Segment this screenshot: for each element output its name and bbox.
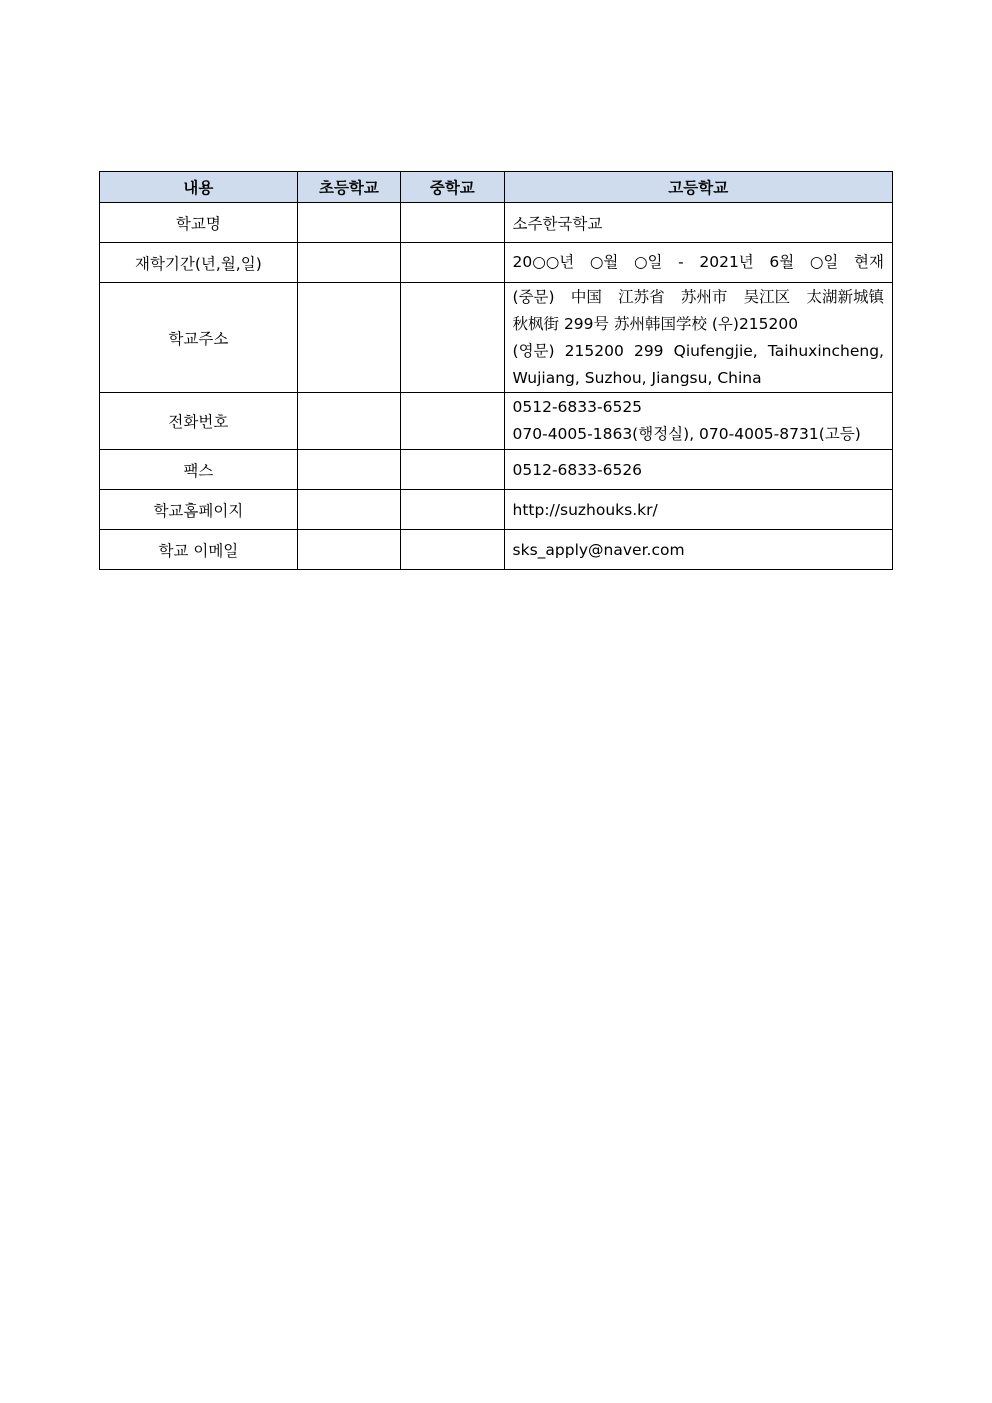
address-part: (중문) xyxy=(512,287,555,306)
school-name-label: 학교명 xyxy=(100,203,298,243)
address-part: 215200 xyxy=(564,341,624,360)
email-value: sks_apply@naver.com xyxy=(504,530,892,570)
address-cn-line2: 秋枫街 299号 苏州韩国学校 (우)215200 xyxy=(512,314,799,333)
school-name-middle-cell xyxy=(401,203,504,243)
address-part: 吴江区 xyxy=(743,287,791,306)
school-name-value: 소주한국학교 xyxy=(504,203,892,243)
school-name-elementary-cell xyxy=(297,203,400,243)
homepage-elementary-cell xyxy=(297,490,400,530)
period-elementary-cell xyxy=(297,243,400,283)
period-part: ○일 xyxy=(634,253,663,271)
row-email xyxy=(100,530,893,570)
period-part: ○일 xyxy=(809,253,839,271)
row-address xyxy=(100,283,893,393)
period-value xyxy=(504,243,892,283)
fax-value: 0512-6833-6526 xyxy=(504,450,892,490)
period-part: 20○○년 xyxy=(512,253,575,271)
header-row xyxy=(100,172,893,203)
homepage-label: 학교홈페이지 xyxy=(100,490,298,530)
fax-elementary-cell xyxy=(297,450,400,490)
address-label: 학교주소 xyxy=(100,283,298,393)
phone-line1: 0512-6833-6525 xyxy=(512,398,643,416)
address-elementary-cell xyxy=(297,283,400,393)
email-middle-cell xyxy=(401,530,504,570)
address-part: 江苏省 xyxy=(618,287,665,306)
row-homepage xyxy=(100,490,893,530)
fax-middle-cell xyxy=(401,450,504,490)
header-elementary: 초등학교 xyxy=(297,172,400,203)
phone-elementary-cell xyxy=(297,393,400,450)
header-middle: 중학교 xyxy=(401,172,504,203)
period-line xyxy=(513,249,884,276)
homepage-value: http://suzhouks.kr/ xyxy=(504,490,892,530)
phone-label: 전화번호 xyxy=(100,393,298,450)
phone-line2: 070-4005-1863(행정실), 070-4005-8731(고등) xyxy=(512,425,861,443)
address-part: (영문) xyxy=(512,341,555,360)
row-period xyxy=(100,243,893,283)
period-part: - xyxy=(678,253,684,271)
phone-value xyxy=(504,393,892,450)
phone-middle-cell xyxy=(401,393,504,450)
address-en-line1 xyxy=(513,338,884,365)
header-content: 내용 xyxy=(100,172,298,203)
address-middle-cell xyxy=(401,283,504,393)
period-part: ○월 xyxy=(589,253,619,271)
address-en-line2: Wujiang, Suzhou, Jiangsu, China xyxy=(512,368,762,387)
period-part: 현재 xyxy=(854,253,884,271)
address-part: 苏州市 xyxy=(680,287,728,306)
email-elementary-cell xyxy=(297,530,400,570)
address-value xyxy=(504,283,892,393)
email-label: 학교 이메일 xyxy=(100,530,298,570)
period-part: 2021년 xyxy=(699,253,754,271)
row-school-name xyxy=(100,203,893,243)
period-part: 6월 xyxy=(769,253,795,271)
address-part: Taihuxincheng, xyxy=(767,341,884,360)
address-part: 太湖新城镇 xyxy=(806,287,884,306)
address-part: 中国 xyxy=(570,287,602,306)
row-fax xyxy=(100,450,893,490)
school-info-table xyxy=(99,171,893,570)
address-part: Qiufengjie, xyxy=(673,341,758,360)
row-phone xyxy=(100,393,893,450)
homepage-middle-cell xyxy=(401,490,504,530)
period-label: 재학기간(년,월,일) xyxy=(100,243,298,283)
fax-label: 팩스 xyxy=(100,450,298,490)
header-high: 고등학교 xyxy=(504,172,892,203)
period-middle-cell xyxy=(401,243,504,283)
address-part: 299 xyxy=(633,341,664,360)
address-cn-line1 xyxy=(513,284,884,311)
